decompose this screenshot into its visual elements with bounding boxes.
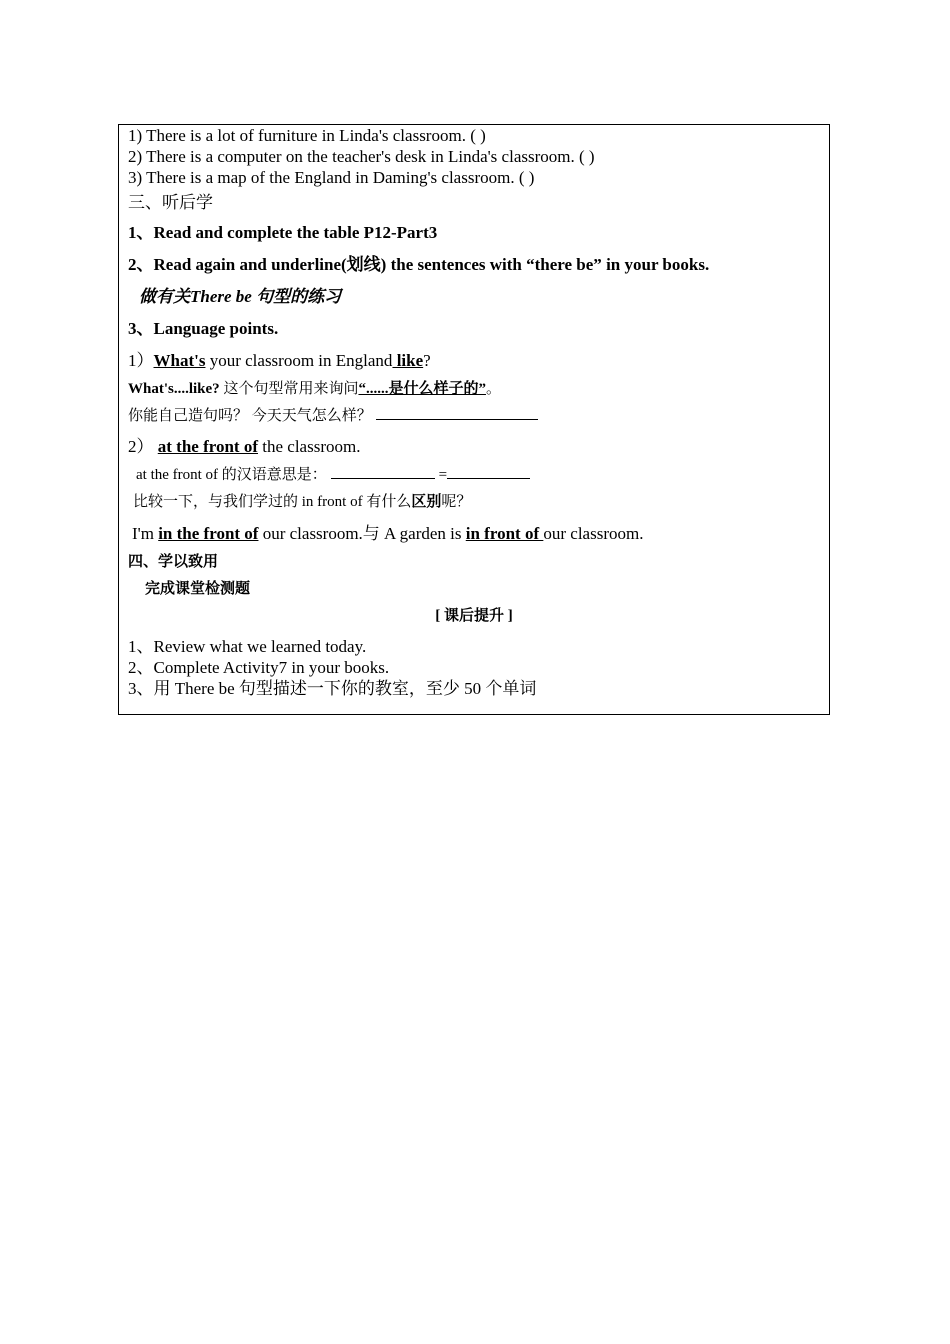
meaning-line — [136, 463, 530, 484]
equals-sign: = — [434, 467, 448, 483]
meaning-blank-1[interactable] — [331, 464, 435, 479]
homework-item-1: 1、Review what we learned today. — [128, 637, 367, 656]
compare-bold: 区别 — [411, 494, 442, 510]
quiz-item-1: 1) There is a lot of furniture in Linda's classroom. ( ) — [128, 126, 486, 145]
point-1-sentence — [128, 346, 431, 371]
make-sentence-text: 你能自己造句吗？ 今天天气怎么样？ — [128, 408, 372, 424]
section-4-sub: 完成课堂检测题 — [145, 581, 251, 597]
compare-post: 呢？ — [441, 494, 472, 510]
worksheet-frame — [118, 124, 830, 715]
point-1-mid: your classroom in England — [205, 351, 393, 370]
point-2-rest: the classroom. — [258, 437, 361, 456]
homework-item-2: 2、Complete Activity7 in your books. — [128, 658, 390, 677]
answer-blank[interactable] — [376, 405, 538, 420]
after-class-title: [ 课后提升 ] — [435, 608, 513, 624]
pattern-end: 。 — [485, 381, 501, 397]
section-3-heading: 三、听后学 — [128, 193, 213, 212]
quiz-item-2: 2) There is a computer on the teacher's desk in Linda's classroom. ( ) — [128, 147, 595, 166]
meaning-text: at the front of 的汉语意思是： — [136, 467, 327, 483]
homework-item-3: 3、用 There be 句型描述一下你的教室，至少 50 个单词 — [128, 679, 537, 698]
in-the-front-of-phrase: in the front of — [158, 524, 259, 543]
example-mid: our classroom.与 A garden is — [258, 524, 466, 543]
pattern-quote: “......是什么样子的” — [358, 381, 486, 397]
point-1-num: 1） — [128, 351, 154, 370]
at-the-front-of-phrase: at the front of — [157, 437, 258, 456]
task-2 — [128, 250, 709, 275]
point-1-q: ? — [423, 351, 431, 370]
task-2-post: in your books. — [601, 255, 710, 274]
section-4-heading: 四、学以致用 — [128, 554, 219, 570]
pattern-bold: What's....like? — [128, 381, 220, 397]
example-post: our classroom. — [543, 524, 644, 543]
compare-pre: 比较一下，与我们学过的 in front of 有什么 — [133, 494, 412, 510]
practice-note: 做有关There be 句型的练习 — [139, 287, 342, 306]
task-1: 1、Read and complete the table P12-Part3 — [128, 223, 438, 242]
compare-line — [133, 490, 471, 511]
point-2-num: 2） — [128, 437, 158, 456]
example-sentence — [132, 519, 643, 544]
like-phrase: like — [392, 351, 424, 370]
whats-phrase: What's — [153, 351, 206, 370]
make-sentence-line — [128, 404, 538, 425]
task-2-quote: “there be” — [526, 255, 602, 274]
example-pre: I'm — [132, 524, 159, 543]
point-2-sentence — [128, 432, 360, 457]
meaning-blank-2[interactable] — [447, 464, 530, 479]
language-points-heading: 3、Language points. — [128, 319, 279, 338]
task-2-pre: 2、Read again and underline(划线) the sentences with — [128, 255, 527, 274]
pattern-text: 这个句型常用来询问 — [219, 381, 359, 397]
pattern-explanation — [128, 377, 501, 398]
in-front-of-phrase: in front of — [465, 524, 544, 543]
quiz-item-3: 3) There is a map of the England in Daming's classroom. ( ) — [128, 168, 535, 187]
